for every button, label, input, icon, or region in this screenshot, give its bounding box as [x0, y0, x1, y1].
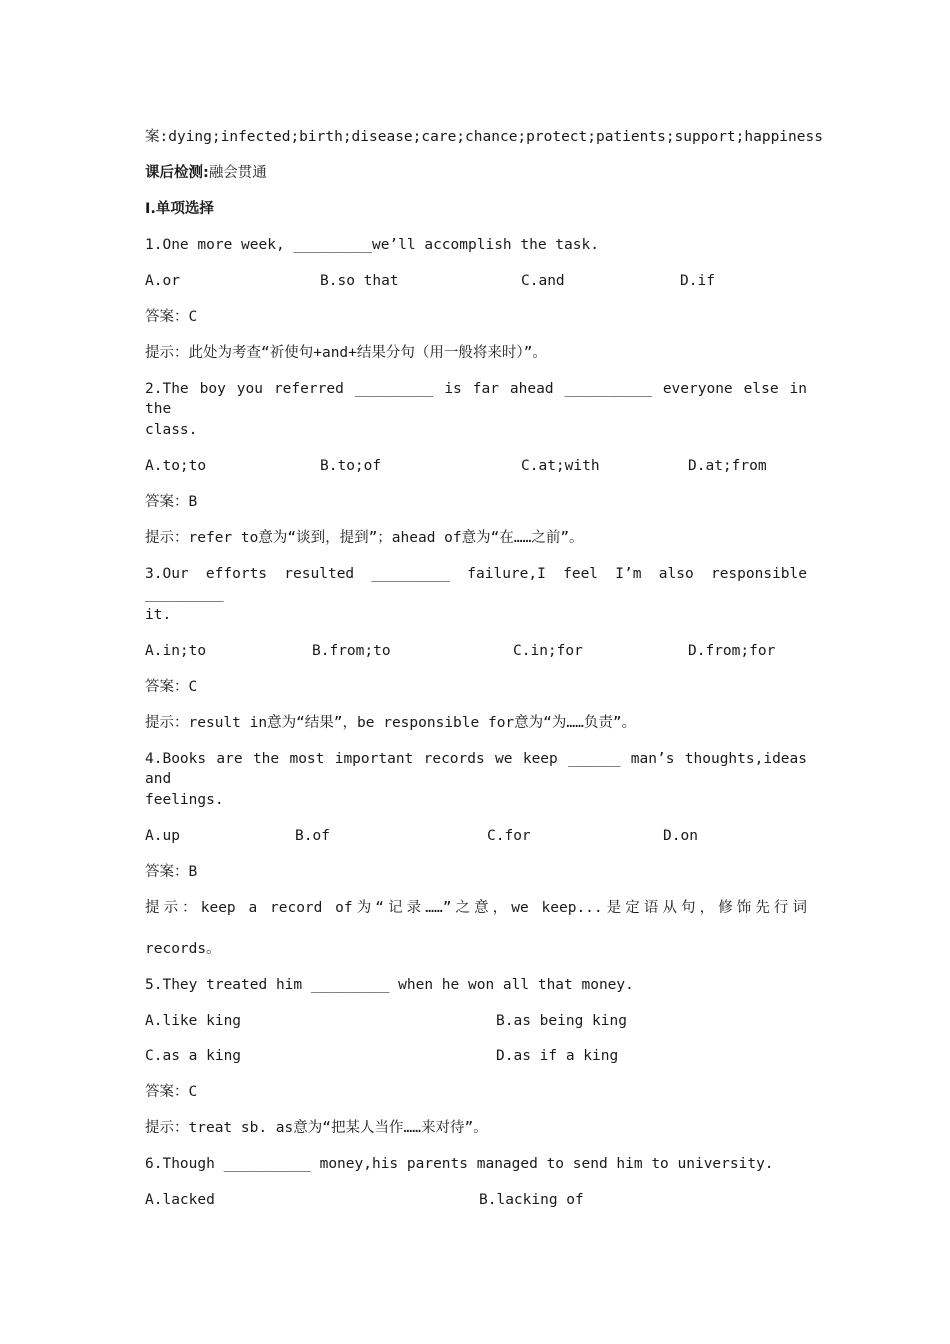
question-1-option-a: A.or [145, 273, 180, 289]
question-2-option-d: D.at;from [688, 458, 767, 474]
question-5-option-a: A.like king [145, 1013, 242, 1029]
question-5-option-b: B.as being king [496, 1013, 627, 1029]
question-5-stem: 5.They treated him _________ when he won all that money. [145, 977, 634, 993]
subsection-heading: Ⅰ.单项选择 [145, 201, 214, 217]
question-1-answer: 答案：C [145, 309, 198, 325]
section-heading [145, 163, 267, 183]
question-4-answer: 答案：B [145, 864, 198, 880]
question-5-option-c: C.as a king [145, 1048, 242, 1064]
question-2-option-a: A.to;to [145, 458, 207, 474]
question-4-hint: 提示：keep a record of为“记录……”之意，we keep...是定语从句，修饰先行词 [145, 900, 807, 916]
question-3-hint: 提示：result in意为“结果”，be responsible for意为“为……负责”。 [145, 715, 637, 731]
section-label: 课后检测: [145, 165, 209, 181]
top-answer-line: 案:dying;infected;birth;disease;care;chance;protect;patients;support;happiness [145, 129, 823, 145]
question-5-answer: 答案：C [145, 1084, 198, 1100]
question-2-stem-cont: class. [145, 422, 198, 438]
question-1-hint: 提示：此处为考查“祈使句+and+结果分句（用一般将来时）”。 [145, 345, 547, 361]
question-3-option-a: A.in;to [145, 643, 207, 659]
question-3-answer: 答案：C [145, 679, 198, 695]
question-6-option-a: A.lacked [145, 1192, 215, 1208]
question-1-option-c: C.and [521, 273, 565, 289]
question-1-option-b: B.so that [320, 273, 399, 289]
question-2-option-b: B.to;of [320, 458, 382, 474]
question-6-stem: 6.Though __________ money,his parents managed to send him to university. [145, 1156, 774, 1172]
question-4-option-c: C.for [487, 828, 531, 844]
question-2-stem: 2.The boy you referred _________ is far ahead __________ everyone else in the [145, 381, 807, 417]
question-1-stem: 1.One more week, _________we’ll accomplish the task. [145, 237, 599, 253]
question-4-option-b: B.of [295, 828, 330, 844]
section-title: 融会贯通 [208, 165, 267, 181]
question-5-hint: 提示：treat sb. as意为“把某人当作……来对待”。 [145, 1120, 488, 1136]
question-2-answer: 答案：B [145, 494, 198, 510]
question-4-stem-cont: feelings. [145, 792, 224, 808]
question-3-option-b: B.from;to [312, 643, 391, 659]
question-6-option-b: B.lacking of [479, 1192, 584, 1208]
question-4-option-d: D.on [663, 828, 698, 844]
question-4-hint-cont: records。 [145, 941, 221, 957]
question-3-stem-cont: it. [145, 607, 172, 623]
question-3-option-c: C.in;for [513, 643, 583, 659]
question-3-stem: 3.Our efforts resulted _________ failure,I feel I’m also responsible _________ [145, 566, 807, 602]
question-3-option-d: D.from;for [688, 643, 776, 659]
question-2-option-c: C.at;with [521, 458, 600, 474]
question-4-option-a: A.up [145, 828, 180, 844]
question-5-option-d: D.as if a king [496, 1048, 619, 1064]
question-4-stem: 4.Books are the most important records we keep ______ man’s thoughts,ideas and [145, 751, 807, 787]
question-2-hint: 提示：refer to意为“谈到，提到”；ahead of意为“在……之前”。 [145, 530, 584, 546]
question-1-option-d: D.if [680, 273, 715, 289]
